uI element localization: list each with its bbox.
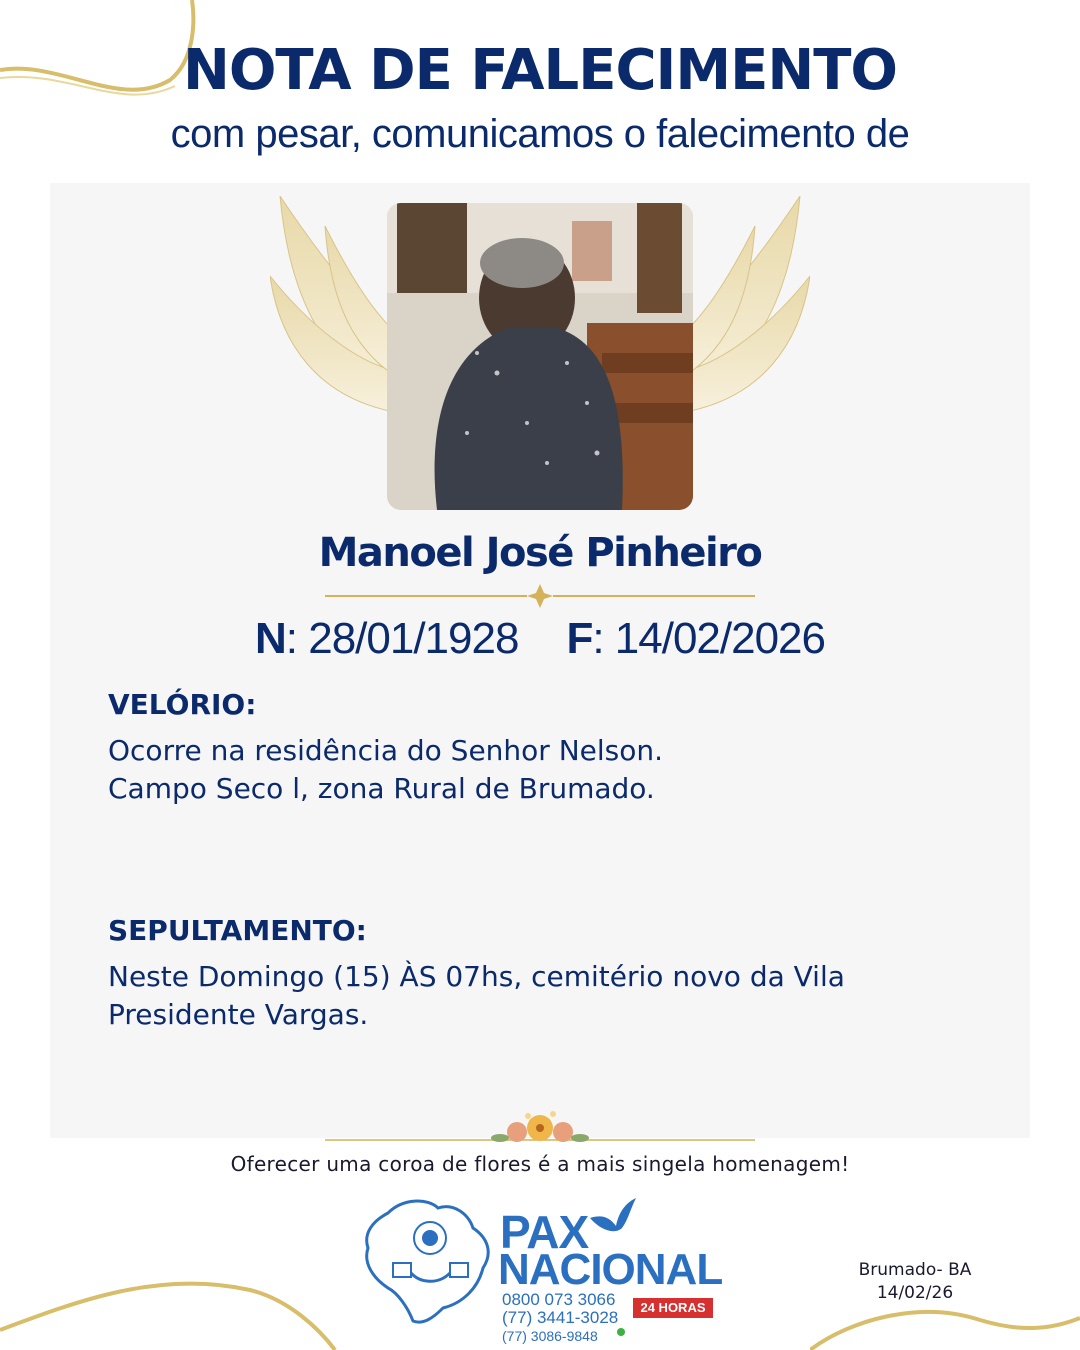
24h-badge: 24 HORAS bbox=[633, 1298, 713, 1318]
brand-name-line-2: NACIONAL bbox=[498, 1245, 723, 1294]
page-subtitle: com pesar, comunicamos o falecimento de bbox=[170, 112, 910, 156]
phone-whatsapp[interactable]: (77) 3086-9848 bbox=[502, 1328, 598, 1344]
death-label: F bbox=[566, 614, 593, 663]
velorio-line-2: Campo Seco l, zona Rural de Brumado. bbox=[108, 772, 655, 805]
birth-date: 28/01/1928 bbox=[308, 614, 519, 663]
pax-nacional-logo-icon bbox=[358, 1193, 498, 1328]
location: Brumado- BA bbox=[858, 1260, 972, 1280]
sepultamento-label: SEPULTAMENTO: bbox=[108, 914, 367, 947]
life-dates: N: 28/01/1928 F: 14/02/2026 bbox=[254, 614, 825, 663]
phone-tollfree[interactable]: 0800 073 3066 bbox=[502, 1290, 616, 1309]
page-title: NOTA DE FALECIMENTO bbox=[182, 38, 898, 103]
velorio-line-1: Ocorre na residência do Senhor Nelson. bbox=[108, 734, 664, 767]
death-date: 14/02/2026 bbox=[614, 614, 825, 663]
deceased-name: Manoel José Pinheiro bbox=[318, 530, 762, 576]
sepultamento-text bbox=[108, 958, 928, 1034]
sepultamento-line-1: Neste Domingo (15) ÀS 07hs, cemitério novo da Vila bbox=[108, 960, 845, 993]
tribute-message: Oferecer uma coroa de flores é a mais singela homenagem! bbox=[230, 1152, 850, 1176]
gold-divider bbox=[325, 584, 755, 610]
whatsapp-icon bbox=[617, 1328, 625, 1336]
location-date bbox=[830, 1259, 1000, 1305]
velorio-text bbox=[108, 732, 928, 808]
brand-name-line-1: PAX bbox=[500, 1206, 589, 1258]
birth-label: N bbox=[254, 614, 286, 663]
flower-divider bbox=[325, 1108, 755, 1154]
gold-swoosh-bottom-left bbox=[0, 1270, 340, 1350]
publish-date: 14/02/26 bbox=[876, 1283, 954, 1303]
deceased-photo bbox=[387, 203, 693, 510]
phone-landline[interactable]: (77) 3441-3028 bbox=[502, 1308, 619, 1327]
dove-icon bbox=[588, 1196, 638, 1236]
sepultamento-line-2: Presidente Vargas. bbox=[108, 998, 369, 1031]
velorio-label: VELÓRIO: bbox=[108, 688, 257, 721]
